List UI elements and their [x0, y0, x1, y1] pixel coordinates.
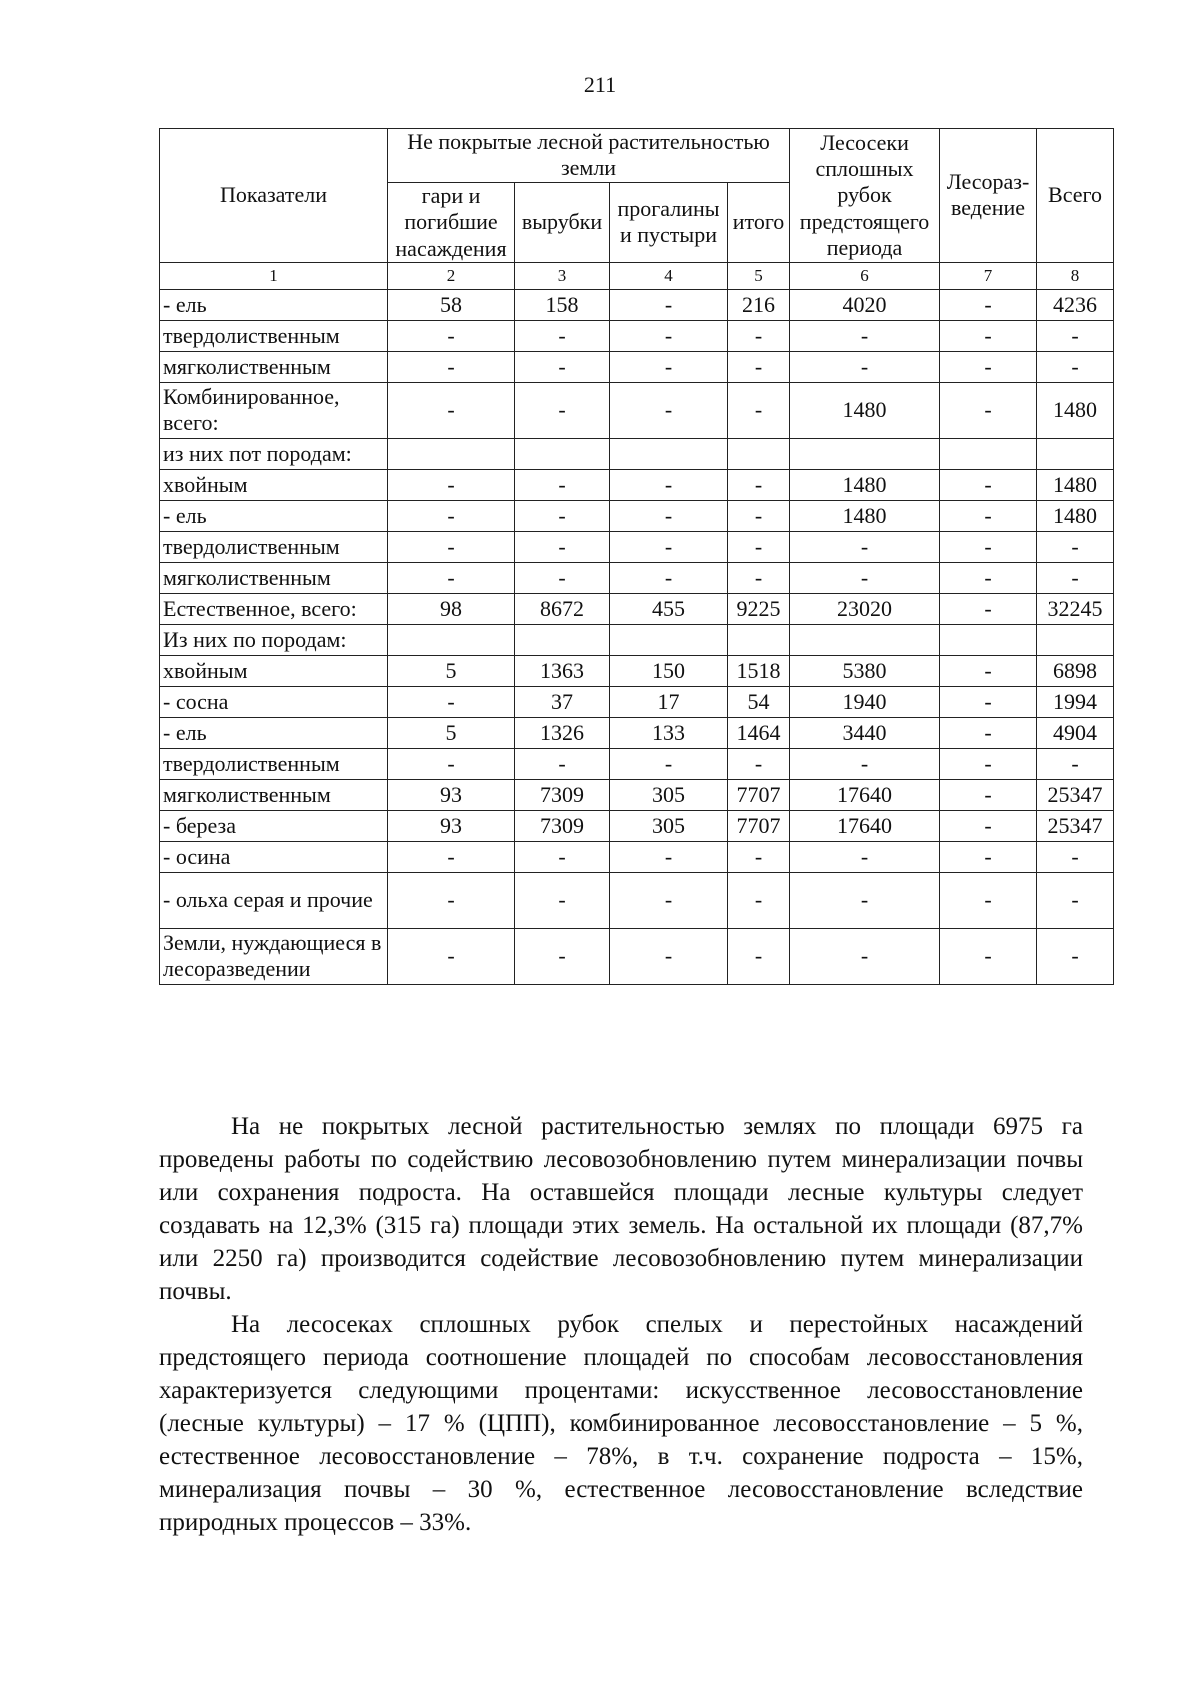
table-cell: - — [940, 531, 1037, 562]
table-cell — [515, 438, 610, 469]
table-cell: - — [610, 320, 728, 351]
table-cell: 1480 — [1037, 382, 1114, 438]
row-label: - береза — [160, 810, 388, 841]
table-cell: 1363 — [515, 655, 610, 686]
table-cell: - — [940, 810, 1037, 841]
table-cell — [388, 624, 515, 655]
table-cell — [610, 624, 728, 655]
row-label: Из них по породам: — [160, 624, 388, 655]
table-cell: - — [790, 928, 940, 984]
table-row — [160, 779, 1114, 810]
table-cell: - — [940, 500, 1037, 531]
body-text — [159, 1110, 1083, 1539]
table-cell: - — [515, 469, 610, 500]
row-label: мягколиственным — [160, 562, 388, 593]
table-cell: 7309 — [515, 779, 610, 810]
row-label: хвойным — [160, 469, 388, 500]
table-cell: 6898 — [1037, 655, 1114, 686]
column-number-row — [160, 262, 1114, 289]
table-cell: - — [940, 686, 1037, 717]
table-row — [160, 382, 1114, 438]
table-row — [160, 438, 1114, 469]
table-cell: - — [1037, 841, 1114, 872]
table-cell: - — [1037, 351, 1114, 382]
paragraph: На не покрытых лесной растительностью землях по площади 6975 га проведены работы по содействию лесовозобновлению путем минерализации почвы или сохранения подроста. На оставшейся площади лесные культуры следует создавать на 12,3% (315 га) площади этих земель. На остальной их площади (87,7% или 2250 га) производится содействие лесовозобновлению путем минерализации почвы. — [159, 1113, 1083, 1305]
table-cell: 4020 — [790, 289, 940, 320]
table-cell: 23020 — [790, 593, 940, 624]
table-cell: - — [728, 841, 790, 872]
table-cell: 4904 — [1037, 717, 1114, 748]
table-row — [160, 469, 1114, 500]
table-cell: 58 — [388, 289, 515, 320]
table-cell: - — [728, 562, 790, 593]
table-cell — [728, 624, 790, 655]
table-cell: - — [940, 928, 1037, 984]
table-cell: 32245 — [1037, 593, 1114, 624]
table-cell: 1326 — [515, 717, 610, 748]
column-number: 1 — [160, 262, 388, 289]
table-cell: 9225 — [728, 593, 790, 624]
header-pokazateli: Показатели — [160, 129, 388, 263]
row-label: - ель — [160, 500, 388, 531]
table-row — [160, 810, 1114, 841]
row-label: - сосна — [160, 686, 388, 717]
table-cell: - — [940, 655, 1037, 686]
table-cell: - — [940, 469, 1037, 500]
table-cell: 1518 — [728, 655, 790, 686]
table-cell: 1480 — [790, 469, 940, 500]
table-cell: - — [388, 382, 515, 438]
table-cell: 5 — [388, 717, 515, 748]
table-row — [160, 351, 1114, 382]
table-cell: 25347 — [1037, 810, 1114, 841]
row-label: Естественное, всего: — [160, 593, 388, 624]
table-cell: - — [610, 289, 728, 320]
column-number: 6 — [790, 262, 940, 289]
table-cell: - — [728, 351, 790, 382]
table-cell — [1037, 438, 1114, 469]
table-cell: - — [610, 351, 728, 382]
table-cell — [515, 624, 610, 655]
table-cell: 1480 — [790, 500, 940, 531]
header-lesorazvedenie: Лесораз-ведение — [940, 129, 1037, 263]
table-cell: - — [940, 779, 1037, 810]
table-cell: - — [728, 500, 790, 531]
table-cell: 1994 — [1037, 686, 1114, 717]
table-cell: - — [790, 841, 940, 872]
row-label: мягколиственным — [160, 351, 388, 382]
row-label: Комбинированное, всего: — [160, 382, 388, 438]
table-cell: - — [728, 320, 790, 351]
table-cell: 7707 — [728, 810, 790, 841]
table-cell: - — [388, 320, 515, 351]
table-cell: - — [515, 562, 610, 593]
row-label: твердолиственным — [160, 320, 388, 351]
table-cell: - — [728, 531, 790, 562]
row-label: твердолиственным — [160, 748, 388, 779]
table-cell: 37 — [515, 686, 610, 717]
table-cell: - — [940, 841, 1037, 872]
table-cell: 1480 — [1037, 500, 1114, 531]
table-cell: 133 — [610, 717, 728, 748]
table-cell: - — [515, 841, 610, 872]
table-cell: 5 — [388, 655, 515, 686]
table-cell: - — [790, 320, 940, 351]
paragraph: На лесосеках сплошных рубок спелых и перестойных насаждений предстоящего периода соотношение площадей по способам лесовосстановления характеризуется следующими процентами: искусственное лесовосстановление (лесные культуры) – 17 % (ЦПП), комбинированное лесовосстановление – 5 %, естественное лесовосстановление – 78%, в т.ч. сохранение подроста – 15%, минерализация почвы – 30 %, естественное лесовосстановление вследствие природных процессов – 33%. — [159, 1311, 1083, 1536]
table-cell: 158 — [515, 289, 610, 320]
table-cell: - — [610, 928, 728, 984]
table-cell: 93 — [388, 779, 515, 810]
table-cell: - — [388, 500, 515, 531]
table-row — [160, 748, 1114, 779]
table-cell — [940, 624, 1037, 655]
table-cell: - — [728, 382, 790, 438]
table-cell: 305 — [610, 779, 728, 810]
forest-table — [159, 128, 1114, 985]
table-cell: 17640 — [790, 810, 940, 841]
header-itogo: итого — [728, 182, 790, 262]
table-cell: - — [940, 872, 1037, 928]
table-cell: - — [515, 351, 610, 382]
table-cell: 54 — [728, 686, 790, 717]
table-cell: 7707 — [728, 779, 790, 810]
table-cell: 98 — [388, 593, 515, 624]
table-cell: 1464 — [728, 717, 790, 748]
table-cell: - — [728, 469, 790, 500]
table-cell: - — [388, 748, 515, 779]
table-cell: - — [388, 928, 515, 984]
table-cell — [790, 438, 940, 469]
header-ne-pokrytye: Не покрытые лесной растительностью земли — [388, 129, 790, 183]
table-cell: - — [1037, 872, 1114, 928]
page-number: 211 — [583, 72, 617, 97]
table-cell: 1480 — [1037, 469, 1114, 500]
row-label: - ель — [160, 289, 388, 320]
column-number: 8 — [1037, 262, 1114, 289]
table-cell: - — [790, 531, 940, 562]
table-cell: - — [388, 469, 515, 500]
table-cell: - — [610, 500, 728, 531]
table-cell: 25347 — [1037, 779, 1114, 810]
table-cell: - — [610, 872, 728, 928]
table-row — [160, 500, 1114, 531]
column-number: 4 — [610, 262, 728, 289]
table-cell: - — [1037, 320, 1114, 351]
row-label: хвойным — [160, 655, 388, 686]
table-cell: - — [388, 531, 515, 562]
table-cell: - — [515, 872, 610, 928]
table-cell: 93 — [388, 810, 515, 841]
column-number: 2 — [388, 262, 515, 289]
table-cell: - — [515, 531, 610, 562]
table-row — [160, 872, 1114, 928]
table-cell — [610, 438, 728, 469]
table-cell: - — [515, 928, 610, 984]
table-cell: - — [388, 351, 515, 382]
table-cell: - — [790, 351, 940, 382]
table-cell: - — [728, 748, 790, 779]
header-progaliny: прогалины и пустыри — [610, 182, 728, 262]
table-row — [160, 686, 1114, 717]
row-label: Земли, нуждающиеся в лесоразведении — [160, 928, 388, 984]
row-label: - ольха серая и прочие — [160, 872, 388, 928]
table-cell — [728, 438, 790, 469]
table-cell: - — [790, 748, 940, 779]
table-cell: 150 — [610, 655, 728, 686]
table-row — [160, 593, 1114, 624]
table-cell: 17640 — [790, 779, 940, 810]
table-cell: - — [610, 469, 728, 500]
header-vsego: Всего — [1037, 129, 1114, 263]
table-cell — [388, 438, 515, 469]
table-row — [160, 320, 1114, 351]
table-cell: - — [728, 928, 790, 984]
table-cell: 3440 — [790, 717, 940, 748]
table-cell: - — [940, 382, 1037, 438]
row-label: твердолиственным — [160, 531, 388, 562]
row-label: - осина — [160, 841, 388, 872]
table-body — [160, 289, 1114, 984]
table-cell: - — [940, 717, 1037, 748]
table-row — [160, 289, 1114, 320]
column-number: 7 — [940, 262, 1037, 289]
row-label: мягколиственным — [160, 779, 388, 810]
row-label: - ель — [160, 717, 388, 748]
table-cell: 17 — [610, 686, 728, 717]
table-cell: 216 — [728, 289, 790, 320]
table-cell: 1940 — [790, 686, 940, 717]
column-number: 3 — [515, 262, 610, 289]
table-cell: 8672 — [515, 593, 610, 624]
table-cell: - — [515, 748, 610, 779]
table-row — [160, 531, 1114, 562]
table-cell: - — [940, 748, 1037, 779]
table-cell: - — [728, 872, 790, 928]
table-row — [160, 717, 1114, 748]
table-cell: - — [940, 320, 1037, 351]
table-cell: - — [610, 748, 728, 779]
table-cell: - — [515, 500, 610, 531]
table-cell: - — [790, 872, 940, 928]
table-cell: - — [790, 562, 940, 593]
header-lesoseki: Лесосеки сплошных рубок предстоящего периода — [790, 129, 940, 263]
table-cell: - — [940, 593, 1037, 624]
column-number: 5 — [728, 262, 790, 289]
table-cell: - — [610, 531, 728, 562]
table-cell: 4236 — [1037, 289, 1114, 320]
table-cell: - — [940, 351, 1037, 382]
row-label: из них пот породам: — [160, 438, 388, 469]
table-cell: - — [515, 320, 610, 351]
table-row — [160, 562, 1114, 593]
table-cell: - — [388, 686, 515, 717]
table-cell: - — [388, 872, 515, 928]
table-cell: 455 — [610, 593, 728, 624]
table-row — [160, 655, 1114, 686]
table-cell: - — [610, 841, 728, 872]
table-cell: - — [1037, 748, 1114, 779]
table-cell: 1480 — [790, 382, 940, 438]
table-cell: - — [1037, 562, 1114, 593]
table-row — [160, 928, 1114, 984]
table-cell: 7309 — [515, 810, 610, 841]
table-cell: 5380 — [790, 655, 940, 686]
table-cell: - — [940, 289, 1037, 320]
table-cell: - — [515, 382, 610, 438]
table-row — [160, 841, 1114, 872]
table-cell: - — [940, 562, 1037, 593]
table-cell — [790, 624, 940, 655]
table-cell: - — [1037, 928, 1114, 984]
header-gari: гари и погибшие насаждения — [388, 182, 515, 262]
table-cell: - — [610, 382, 728, 438]
table-cell — [940, 438, 1037, 469]
table-cell: - — [388, 562, 515, 593]
table-cell: 305 — [610, 810, 728, 841]
table-cell: - — [610, 562, 728, 593]
header-vyrubki: вырубки — [515, 182, 610, 262]
table-cell: - — [1037, 531, 1114, 562]
table-cell: - — [388, 841, 515, 872]
table-cell — [1037, 624, 1114, 655]
table-row — [160, 624, 1114, 655]
